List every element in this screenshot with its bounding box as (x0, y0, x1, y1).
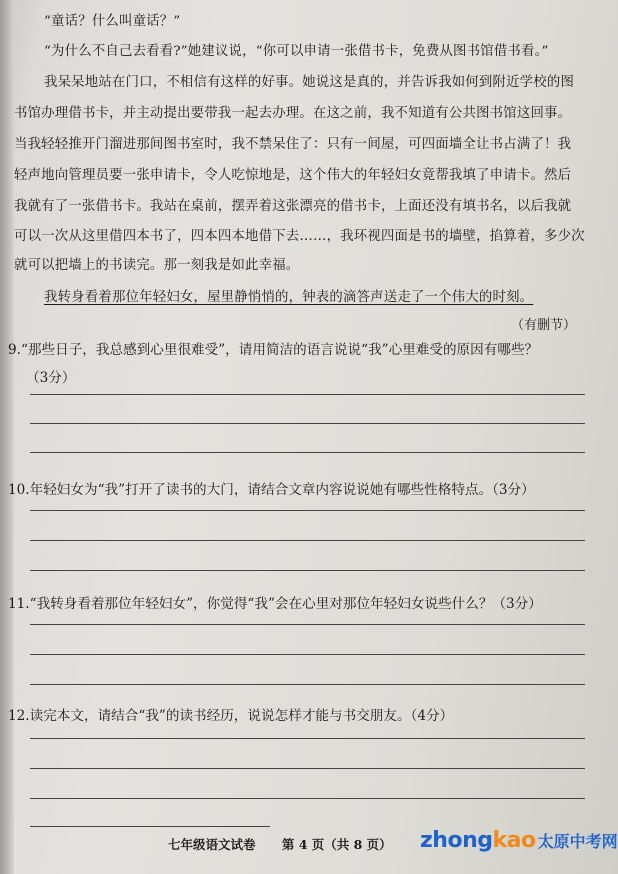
passage-source-note: （有删节） (510, 318, 576, 333)
passage-line: 就可以把墙上的书读完。那一刻我是如此幸福。 (14, 258, 300, 273)
answer-line[interactable] (30, 540, 585, 541)
question-11: 11.“我转身看着那位年轻妇女”，你觉得“我”会在心里对那位年轻妇女说些什么？（3分） (8, 596, 542, 612)
passage-line: 我就有了一张借书卡。我站在桌前，摆弄着这张漂亮的借书卡，上面还没有填书名，以后我就 (14, 199, 572, 214)
answer-line[interactable] (30, 394, 585, 395)
question-12: 12.读完本文，请结合“我”的读书经历，说说怎样才能与书交朋友。（4分） (8, 708, 454, 724)
answer-line[interactable] (30, 423, 585, 424)
site-watermark-logo: zhongkao 太原中考网 (420, 828, 618, 853)
answer-line[interactable] (30, 738, 585, 739)
answer-line[interactable] (30, 768, 585, 769)
passage-line: 当我轻轻推开门溜进那间图书室时，我不禁呆住了：只有一间屋，可四面墙全让书占满了！我 (14, 137, 572, 152)
answer-line[interactable] (30, 624, 585, 625)
passage-line: 可以一次从这里借四本书了，四本四本地借下去……，我环视四面是书的墙壁，掐算着，多少次 (14, 229, 585, 244)
answer-line[interactable] (30, 570, 585, 571)
passage-line: “童话？什么叫童话？” (44, 14, 181, 29)
answer-line[interactable] (30, 798, 585, 799)
passage-line: 我呆呆地站在门口，不相信有这样的好事。她说这是真的，并告诉我如何到附近学校的图 (44, 75, 575, 90)
passage-line: 轻声地向管理员要一张申请卡，令人吃惊地是，这个伟大的年轻妇女竟帮我填了申请卡。然后 (14, 168, 572, 183)
question-10: 10.年轻妇女为“我”打开了读书的大门，请结合文章内容说说她有哪些性格特点。（3分） (8, 482, 535, 498)
passage-line: “为什么不自己去看看?”她建议说，“你可以申请一张借书卡，免费从图书馆借书看。” (44, 44, 549, 59)
question-9: 9.“那些日子，我总感到心里很难受”，请用简洁的语言说说“我”心里难受的原因有哪些？ (8, 342, 539, 358)
page-fold-shadow (0, 0, 14, 874)
page-footer (168, 835, 392, 853)
page-number: 第 4 页（共 8 页） (281, 837, 392, 852)
exam-title: 七年级语文试卷 (168, 837, 256, 852)
question-9-score: （3分） (26, 370, 76, 386)
answer-line[interactable] (30, 452, 585, 453)
passage-line-underlined: 我转身看着那位年轻妇女，屋里静悄悄的，钟表的滴答声送走了一个伟大的时刻。 (44, 290, 534, 305)
answer-line[interactable] (30, 826, 270, 827)
answer-line[interactable] (30, 654, 585, 655)
answer-line[interactable] (30, 684, 585, 685)
answer-line[interactable] (30, 510, 585, 511)
passage-line: 书馆办理借书卡，并主动提出要带我一起去办理。在这之前，我不知道有公共图书馆这回事。 (14, 106, 572, 121)
